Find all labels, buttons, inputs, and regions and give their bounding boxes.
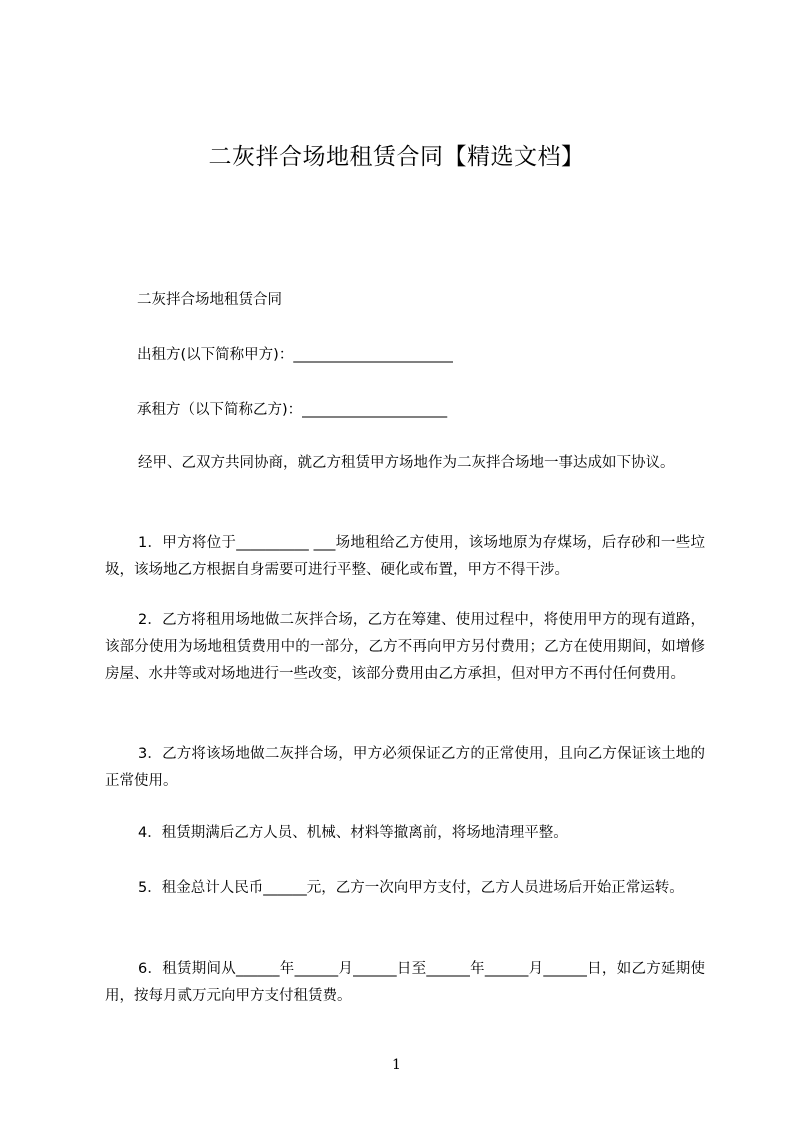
paragraph-intro: 经甲、乙双方共同协商，就乙方租赁甲方场地作为二灰拌合场地一事达成如下协议。 bbox=[138, 455, 675, 471]
page-number: 1 bbox=[392, 1057, 401, 1073]
paragraph-clause-3: 3．乙方将该场地做二灰拌合场，甲方必须保证乙方的正常使用，且向乙方保证该土地的正常使用。 bbox=[105, 746, 705, 789]
paragraph-clause-4: 4．租赁期满后乙方人员、机械、材料等撤离前，将场地清理平整。 bbox=[138, 825, 568, 841]
paragraph-clause-5: 5．租金总计人民币______元，乙方一次向甲方支付，乙方人员进场后开始正常运转。 bbox=[138, 880, 684, 896]
paragraph-clause-1: 1．甲方将位于__________ ___场地租给乙方使用，该场地原为存煤场，后存砂和一些垃圾，该场地乙方根据自身需要可进行平整、硬化或布置，甲方不得干涉。 bbox=[105, 535, 705, 578]
lessor-line: 出租方(以下简称甲方)：______________________ bbox=[137, 347, 453, 363]
lessee-line: 承租方（以下简称乙方)：____________________ bbox=[137, 402, 448, 418]
document-title: 二灰拌合场地租赁合同【精选文档】 bbox=[208, 144, 585, 170]
paragraph-clause-2: 2．乙方将租用场地做二灰拌合场，乙方在筹建、使用过程中，将使用甲方的现有道路，该部分使用为场地租赁费用中的一部分，乙方不再向甲方另付费用；乙方在使用期间，如增修房屋、水井等或对场地进行一些改变，该部分费用由乙方承担，但对甲方不再付任何费用。 bbox=[105, 612, 705, 682]
contract-subtitle: 二灰拌合场地租赁合同 bbox=[137, 292, 282, 308]
paragraph-clause-6: 6．租赁期间从______年______月______日至______年______月______日，如乙方延期使用，按每月贰万元向甲方支付租赁费。 bbox=[105, 961, 705, 1004]
